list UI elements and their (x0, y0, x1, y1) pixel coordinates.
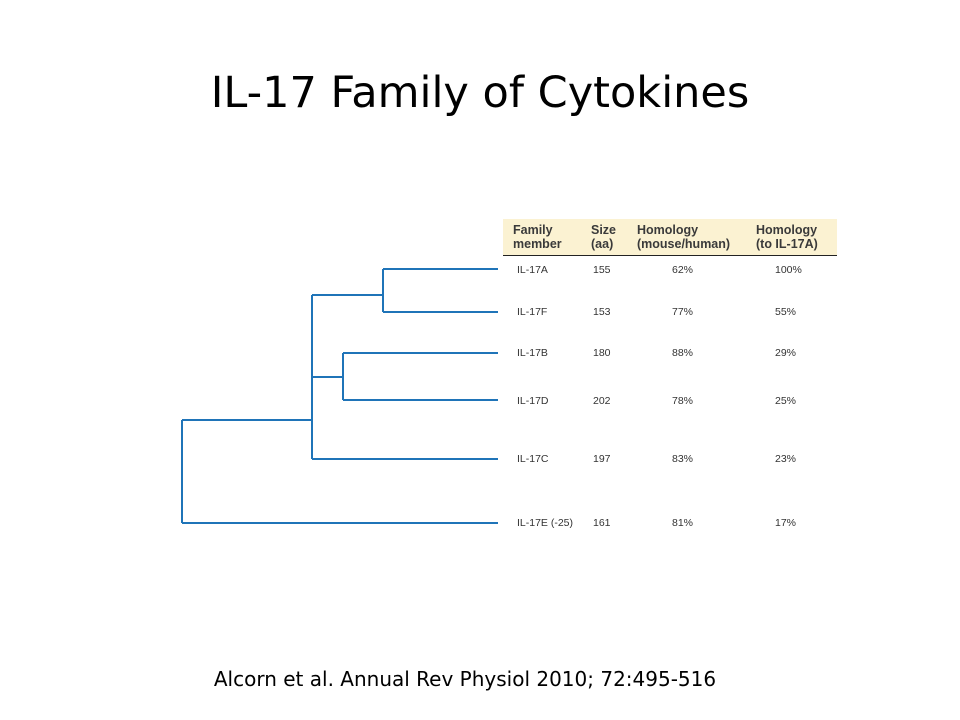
header-homology-mouse-human: Homology (mouse/human) (637, 223, 731, 251)
table-cell-member: IL-17A (517, 264, 548, 276)
table-cell-homology-mouse-human: 81% (672, 517, 694, 529)
table-cell-member: IL-17B (517, 347, 548, 359)
table-cell-homology-mouse-human: 77% (672, 306, 694, 318)
table-cell-homology-il17a: 23% (775, 453, 797, 465)
table-cell-member: IL-17E (-25) (517, 517, 574, 529)
table-cell-member: IL-17F (517, 306, 548, 318)
table-cell-size: 153 (593, 306, 611, 318)
header-homology-il17a: Homology (to IL-17A) (756, 223, 818, 251)
table-cell-size: 180 (593, 347, 611, 359)
table-cell-homology-mouse-human: 78% (672, 395, 694, 407)
table-cell-homology-il17a: 25% (775, 395, 797, 407)
table-cell-homology-mouse-human: 62% (672, 264, 694, 276)
table-cell-homology-il17a: 55% (775, 306, 797, 318)
table-cell-homology-mouse-human: 88% (672, 347, 694, 359)
header-size: Size (aa) (591, 223, 617, 251)
table-cell-homology-il17a: 100% (775, 264, 802, 276)
header-family-member: Family member (513, 223, 562, 251)
table-cell-size: 161 (593, 517, 611, 529)
table-cell-homology-il17a: 29% (775, 347, 797, 359)
citation: Alcorn et al. Annual Rev Physiol 2010; 72:495-516 (213, 667, 717, 691)
table-cell-homology-il17a: 17% (775, 517, 797, 529)
table-cell-member: IL-17D (517, 395, 549, 407)
table-cell-size: 202 (593, 395, 611, 407)
table-cell-size: 197 (593, 453, 611, 465)
slide-title: IL-17 Family of Cytokines (210, 68, 750, 118)
table-cell-homology-mouse-human: 83% (672, 453, 694, 465)
table-cell-size: 155 (593, 264, 611, 276)
table-cell-member: IL-17C (517, 453, 549, 465)
